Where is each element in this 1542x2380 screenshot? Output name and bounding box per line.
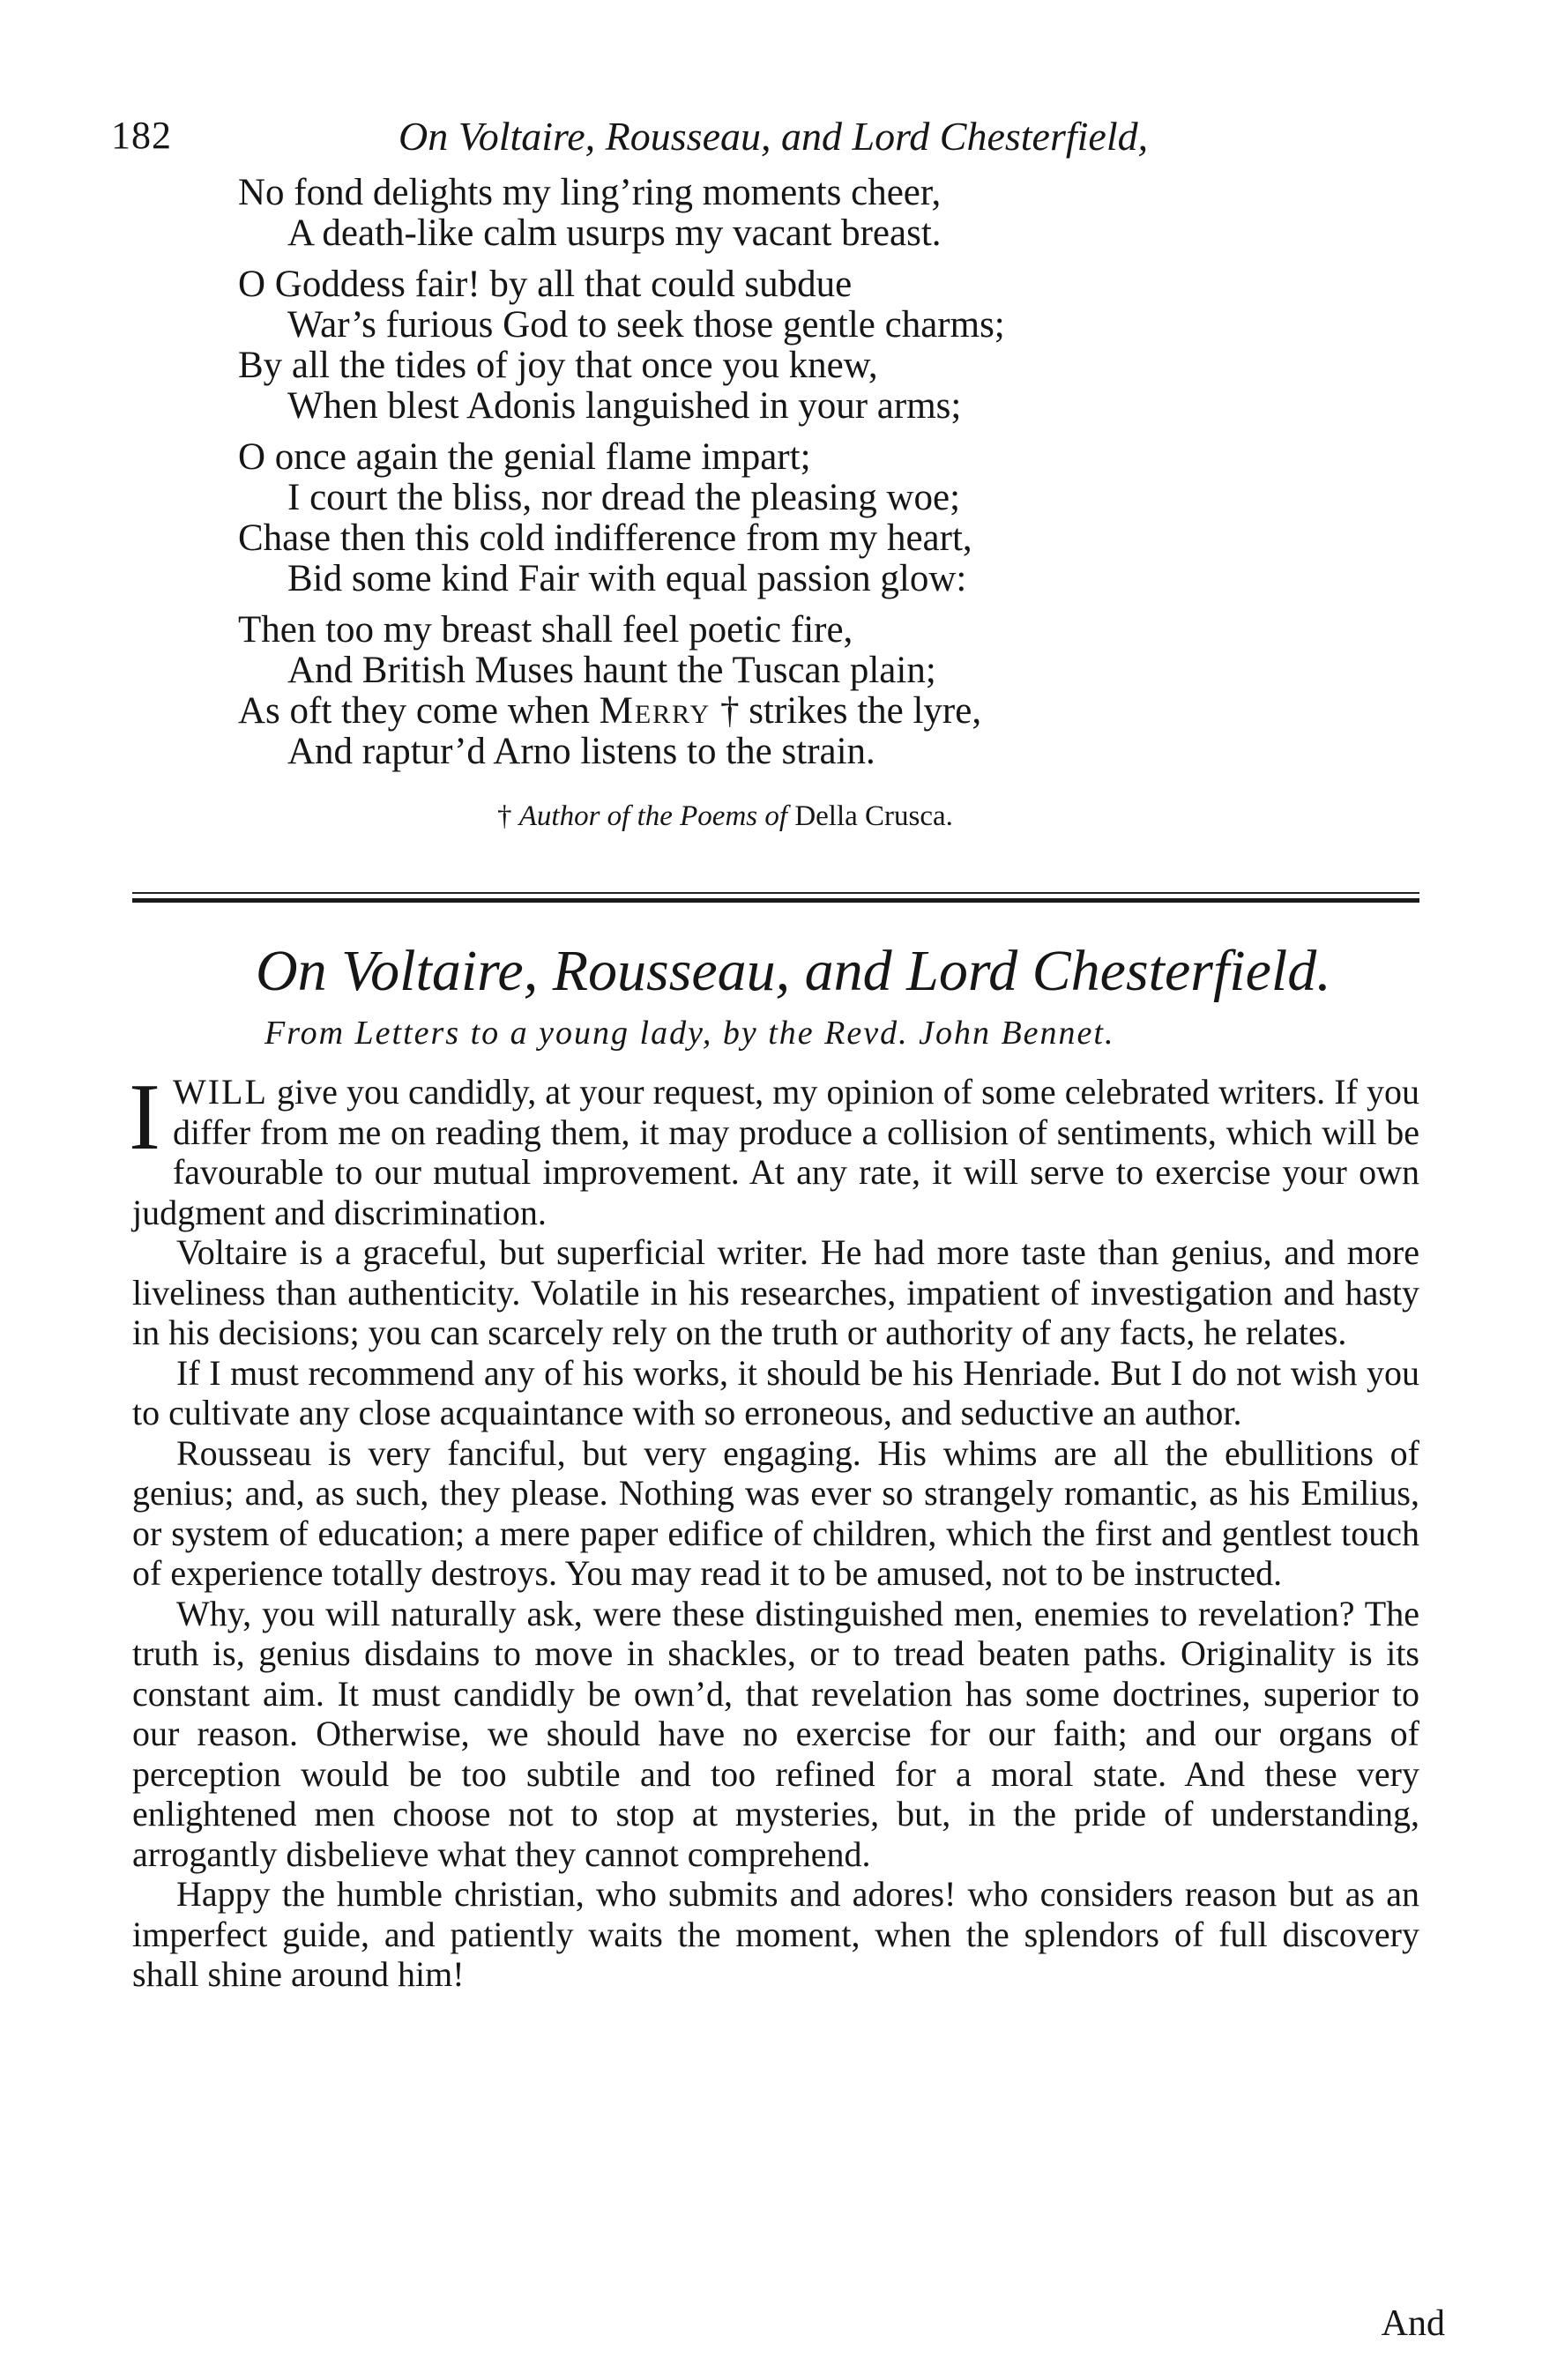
poem-stanza (238, 264, 1261, 427)
footnote-italic-text: Author of the Poems of (518, 800, 788, 832)
poem-line: By all the tides of joy that once you knew, (238, 345, 878, 386)
section-divider (132, 892, 1419, 903)
poem-line: Bid some kind Fair with equal passion glow: (287, 558, 967, 599)
paragraph: Why, you will naturally ask, were these distinguished men, enemies to revelation? The truth is, genius disdains to move in shackles, or to tread beaten paths. Originality is its constant aim. It must candidly be own’d, that revelation has some doctrines, superior to our reason. Otherwise, we should have no exercise for our faith; and our organs of perception would be too subtile and too refined for a moral state. And these very enlightened men choose not to stop at mysteries, but, in the pride of understanding, arrogantly disbelieve what they cannot comprehend. (132, 1593, 1419, 1874)
poem-line: Chase then this cold indifference from my heart, (238, 517, 972, 559)
paragraph: Rousseau is very fanciful, but very engaging. His whims are all the ebullitions of genius; and, as such, they please. Nothing was ever so strangely romantic, as his Emilius, or system of education; a mere paper edifice of children, which the first and gentlest touch of experience totally destroys. You may read it to be amused, not to be instructed. (132, 1432, 1419, 1593)
article-body (129, 1065, 1419, 1995)
page-header (111, 113, 1248, 171)
catchword: And (1381, 2303, 1445, 2344)
first-word: WILL (172, 1072, 268, 1112)
poem-stanza (238, 173, 1261, 254)
poem-line-part: As oft they come when (238, 690, 600, 732)
poem-line: War’s furious God to seek those gentle charms; (287, 304, 1005, 346)
divider-thick-line (132, 898, 1419, 903)
poem-line: I court the bliss, nor dread the pleasing woe; (287, 477, 961, 518)
drop-cap: I (129, 1065, 160, 1170)
poem-line-part: † strikes the lyre, (711, 690, 982, 732)
running-title: On Voltaire, Rousseau, and Lord Chesterfield, (399, 114, 1149, 159)
article-title: On Voltaire, Rousseau, and Lord Chesterfield. (256, 939, 1331, 1003)
poem-line: O once again the genial flame impart; (238, 436, 811, 478)
paragraph-text: give you candidly, at your request, my opinion of some celebrated writers. If you differ from me on reading them, it may produce a collision of sentiments, which will be favourable to our mutual improvement. At any rate, it will serve to exercise your own judgment and discrimination. (132, 1072, 1419, 1232)
paragraph: Happy the humble christian, who submits and adores! who considers reason but as an imperfect guide, and patiently waits the moment, when the splendors of full discovery shall shine around him! (132, 1874, 1419, 1994)
poem-line: When blest Adonis languished in your arms; (287, 385, 962, 427)
divider-thin-line (132, 892, 1419, 894)
page-number: 182 (111, 114, 172, 157)
footnote-mark: † (497, 800, 512, 832)
poem (238, 173, 1261, 783)
paragraph: If I must recommend any of his works, it should be his Henriade. But I do not wish you to cultivate any close acquaintance with so erroneous, and seductive an author. (132, 1352, 1419, 1432)
footnote-roman-text: Della Crusca. (794, 800, 953, 832)
poem-line: And raptur’d Arno listens to the strain. (287, 731, 875, 772)
poem-stanza (238, 437, 1261, 599)
poem-stanza (238, 610, 1261, 772)
poem-line: Then too my breast shall feel poetic fire, (238, 609, 853, 651)
poem-line-merry (238, 691, 1261, 732)
poem-line: And British Muses haunt the Tuscan plain; (287, 650, 936, 691)
poem-line: O Goddess fair! by all that could subdue (238, 264, 853, 305)
poem-line: No fond delights my ling’ring moments cheer, (238, 172, 942, 213)
article-subtitle: From Letters to a young lady, by the Revd. John Bennet. (264, 1015, 1115, 1052)
paragraph: Voltaire is a graceful, but superficial writer. He had more taste than genius, and more liveliness than authenticity. Volatile in his researches, impatient of investigation and hasty in his decisions; you can scarcely rely on the truth or authority of any facts, he relates. (132, 1232, 1419, 1352)
footnote (497, 800, 953, 833)
poem-line: A death-like calm usurps my vacant breast. (287, 212, 942, 254)
paragraph (129, 1065, 1419, 1232)
poet-name-merry: Merry (599, 690, 711, 732)
